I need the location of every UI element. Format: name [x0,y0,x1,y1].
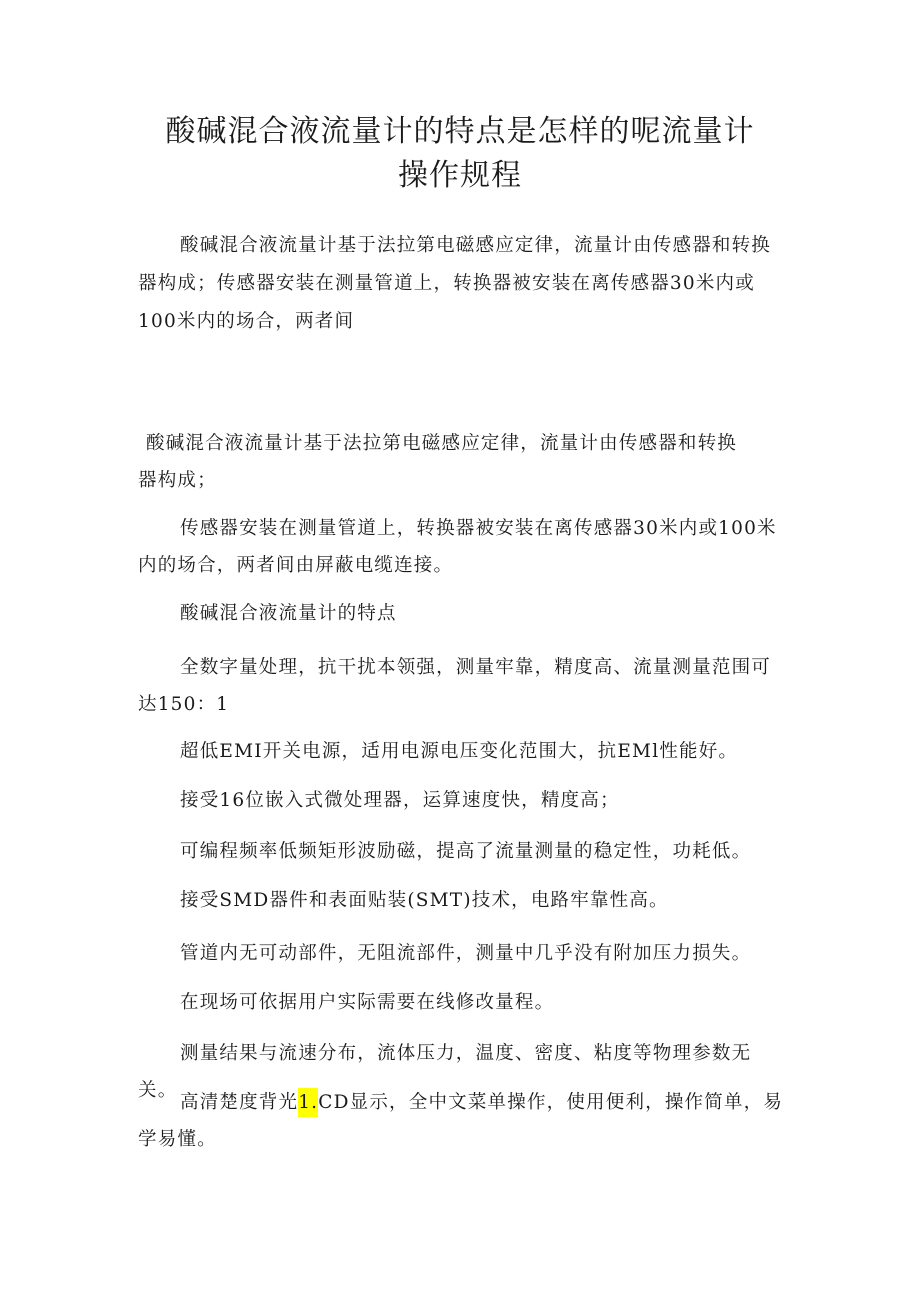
paragraph-feature-independence: 测量结果与流速分布，流体压力，温度、密度、粘度等物理参数无关。 [138,1043,752,1101]
paragraph-feature-pipe: 管道内无可动部件，无阻流部件，测量中几乎没有附加压力损失。 [180,943,752,964]
paragraph-feature-power: 超低EMI开关电源，适用电源电压变化范围大，抗EMl性能好。 [180,741,739,762]
section-heading-features: 酸碱混合液流量计的特点 [180,603,397,624]
paragraph-feature-range: 在现场可依据用户实际需要在线修改量程。 [180,992,555,1013]
display-text-before: 高清楚度背光 [180,1092,299,1113]
paragraph-feature-smt: 接受SMD器件和表面贴装(SMT)技术，电路牢靠性高。 [180,890,669,911]
paragraph-feature-cpu: 接受16位嵌入式微处理器，运算速度快，精度高； [180,790,620,811]
paragraph-principle: 酸碱混合液流量计基于法拉第电磁感应定律，流量计由传感器和转换器构成； [138,433,738,491]
intro-paragraph: 酸碱混合液流量计基于法拉第电磁感应定律，流量计由传感器和转换器构成；传感器安装在测量管道上，转换器被安装在离传感器30米内或100米内的场合，两者间 [138,235,772,332]
highlighted-text: 1. [298,1088,318,1117]
paragraph-feature-digital: 全数字量处理，抗干扰本领强，测量牢靠，精度高、流量测量范围可达150：1 [138,657,772,715]
document-title [120,110,800,198]
display-text-after: CD显示，全中文菜单操作，使用便利，操作简单，易学易懂。 [138,1092,784,1150]
paragraph-installation: 传感器安装在测量管道上，转换器被安装在离传感器30米内或100米内的场合，两者间由屏蔽电缆连接。 [138,518,777,576]
paragraph-feature-display [138,1084,790,1158]
paragraph-feature-excitation: 可编程频率低频矩形波励磁，提高了流量测量的稳定性，功耗低。 [180,841,752,862]
title-line-2: 操作规程 [398,158,522,193]
title-line-1: 酸碱混合液流量计的特点是怎样的呢流量计 [165,114,755,149]
